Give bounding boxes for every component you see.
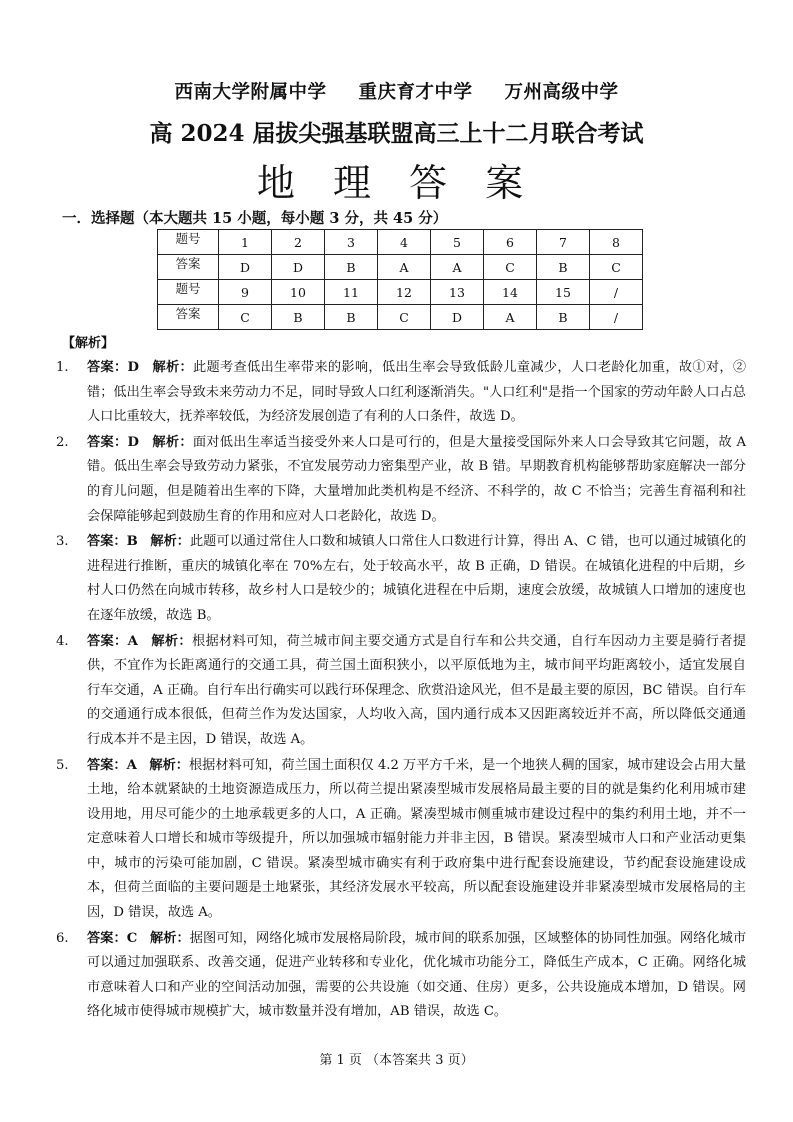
item-analysis-label: 解析：: [152, 434, 193, 450]
table-cell: B: [272, 305, 325, 330]
item-text: 面对低出生率适当接受外来人口是可行的，但是大量接受国际外来人口会导致其它问题，故 A 错。低出生率会导致劳动力紧张，不宜发展劳动力密集型产业，故 B 错。早期教育机构能够帮助家庭解决一部分的育儿问题，但是随着出生率的下降，大量增加此类机构是不经济、不科学的，故 C 不恰当；完善生育福利和社会保障能够起到鼓励生育的作用和应对人口老龄化，故选 D。: [87, 434, 747, 524]
exam-title: 高 2024 届拔尖强基联盟高三上十二月联合考试: [149, 120, 644, 147]
item-number: 2.: [56, 434, 69, 450]
table-cell: B: [537, 255, 590, 280]
table-cell: 7: [537, 230, 590, 255]
school-name-3: 万州高级中学: [504, 82, 619, 103]
table-cell: 2: [272, 230, 325, 255]
list-item: [56, 530, 746, 628]
table-cell: 12: [378, 280, 431, 305]
row-label: 答案: [158, 255, 219, 280]
list-item: [56, 754, 746, 926]
subject-title: 地 理 答 案: [256, 161, 537, 205]
row-label: 题号: [158, 280, 219, 305]
table-row: [158, 280, 643, 305]
item-number: 5.: [56, 757, 69, 773]
table-cell: /: [590, 280, 643, 305]
table-cell: C: [484, 255, 537, 280]
analysis-label: 【解析】: [62, 336, 115, 351]
row-label: 题号: [158, 230, 219, 255]
table-row: [158, 255, 643, 280]
list-item: [56, 630, 746, 753]
item-number: 3.: [56, 534, 69, 550]
item-answer: 答案：B: [87, 534, 138, 550]
table-cell: C: [590, 255, 643, 280]
list-item: [56, 927, 746, 1025]
answer-table: [157, 229, 643, 330]
table-cell: 13: [431, 280, 484, 305]
item-text: 此题可以通过常住人口数和城镇人口常住人口数进行计算，得出 A、C 错，也可以通过城镇化的进程进行推断，重庆的城镇化率在 70%左右，处于较高水平，故 B 正确，D 错误。在城镇化进程的中后期，乡村人口仍然在向城市转移，故乡村人口是较少的；城镇化进程在中后期，速度会放缓，故城镇人口增加的速度也在逐年放缓，故选 B。: [87, 534, 747, 623]
table-cell: 5: [431, 230, 484, 255]
table-cell: D: [219, 255, 272, 280]
item-text: 据图可知，网络化城市发展格局阶段，城市间的联系加强，区域整体的协同性加强。网络化城市可以通过加强联系、改善交通，促进产业转移和专业化，优化城市功能分工，降低生产成本，C 正确。网络化城市意味着人口和产业的空间活动加强，需要的公共设施（如交通、住房）更多，公共设施成本增加，D 错误。网络化城市使得城市规模扩大，城市数量并没有增加，AB 错误，故选 C。: [87, 930, 747, 1020]
item-analysis-label: 解析：: [149, 757, 189, 773]
table-cell: D: [272, 255, 325, 280]
table-cell: B: [325, 305, 378, 330]
table-cell: D: [431, 305, 484, 330]
item-text: 此题考查低出生率带来的影响，低出生率会导致低龄儿童减少，人口老龄化加重，故①对，②错；低出生率会导致未来劳动力不足，同时导致人口红利逐渐消失。"人口红利"是指一个国家的劳动年龄人口占总人口比重较大，抚养率较低，为经济发展创造了有利的人口条件，故选 D。: [87, 360, 747, 425]
item-analysis-label: 解析：: [151, 633, 192, 649]
table-cell: 10: [272, 280, 325, 305]
item-number: 6.: [56, 930, 69, 946]
table-cell: 3: [325, 230, 378, 255]
item-text: 根据材料可知，荷兰国土面积仅 4.2 万平方千米，是一个地狭人稠的国家，城市建设会占用大量土地，给本就紧缺的土地资源造成压力，所以荷兰提出紧凑型城市发展格局最主要的目的就是集约化利用城市建设用地，用尽可能少的土地承载更多的人口，A 正确。紧凑型城市侧重城市建设过程中的集约利用土地，并不一定意味着人口增长和城市等级提升，所以加强城市辐射能力并非主因，B 错误。紧凑型城市人口和产业活动更集中，城市的污染可能加剧，C 错误。紧凑型城市确实有利于政府集中进行配套设施建设，节约配套设施建设成本，但荷兰面临的主要问题是土地紧张，其经济发展水平较高，所以配套设施建设并非紧凑型城市发展格局的主因，D 错误，故选 A。: [87, 757, 747, 921]
item-answer: 答案：A: [87, 633, 138, 649]
school-name-1: 西南大学附属中学: [174, 82, 327, 103]
table-cell: 11: [325, 280, 378, 305]
item-number: 1.: [56, 360, 69, 375]
item-answer: 答案：D: [87, 360, 139, 375]
table-cell: 15: [537, 280, 590, 305]
table-row: [158, 305, 643, 330]
list-item: [56, 431, 746, 529]
table-cell: A: [378, 255, 431, 280]
table-cell: A: [431, 255, 484, 280]
list-item: [56, 356, 746, 430]
table-cell: 14: [484, 280, 537, 305]
school-name-2: 重庆育才中学: [358, 82, 473, 103]
analysis-list: [56, 356, 746, 1026]
item-answer: 答案：C: [87, 930, 138, 946]
table-cell: 1: [219, 230, 272, 255]
section-heading: 一．选择题（本大题共 15 小题，每小题 3 分，共 45 分）: [62, 210, 448, 227]
page-footer: 第 1 页 （本答案共 3 页）: [319, 1053, 474, 1068]
table-cell: A: [484, 305, 537, 330]
table-cell: 6: [484, 230, 537, 255]
item-analysis-label: 解析：: [150, 930, 190, 946]
table-cell: C: [219, 305, 272, 330]
table-cell: /: [590, 305, 643, 330]
table-cell: 9: [219, 280, 272, 305]
school-names: [0, 78, 793, 104]
table-cell: 4: [378, 230, 431, 255]
item-answer: 答案：A: [87, 757, 137, 773]
item-number: 4.: [56, 633, 69, 649]
table-cell: C: [378, 305, 431, 330]
row-label: 答案: [158, 305, 219, 330]
table-cell: B: [537, 305, 590, 330]
table-cell: 8: [590, 230, 643, 255]
item-answer: 答案：D: [87, 434, 139, 450]
table-cell: B: [325, 255, 378, 280]
item-analysis-label: 解析：: [152, 360, 193, 375]
table-row: [158, 230, 643, 255]
item-analysis-label: 解析：: [150, 534, 190, 550]
item-text: 根据材料可知，荷兰城市间主要交通方式是自行车和公共交通，自行车因动力主要是骑行者提供，不宜作为长距离通行的交通工具，荷兰国土面积狭小，以平原低地为主，城市间平均距离较小，适宜发展自行车交通，A 正确。自行车出行确实可以践行环保理念、欣赏沿途风光，但不是最主要的原因，BC 错误。自行车的交通通行成本很低，但荷兰作为发达国家，人均收入高，国内通行成本又因距离较近并不高，所以降低交通通行成本并不是主因，D 错误，故选 A。: [87, 633, 747, 747]
